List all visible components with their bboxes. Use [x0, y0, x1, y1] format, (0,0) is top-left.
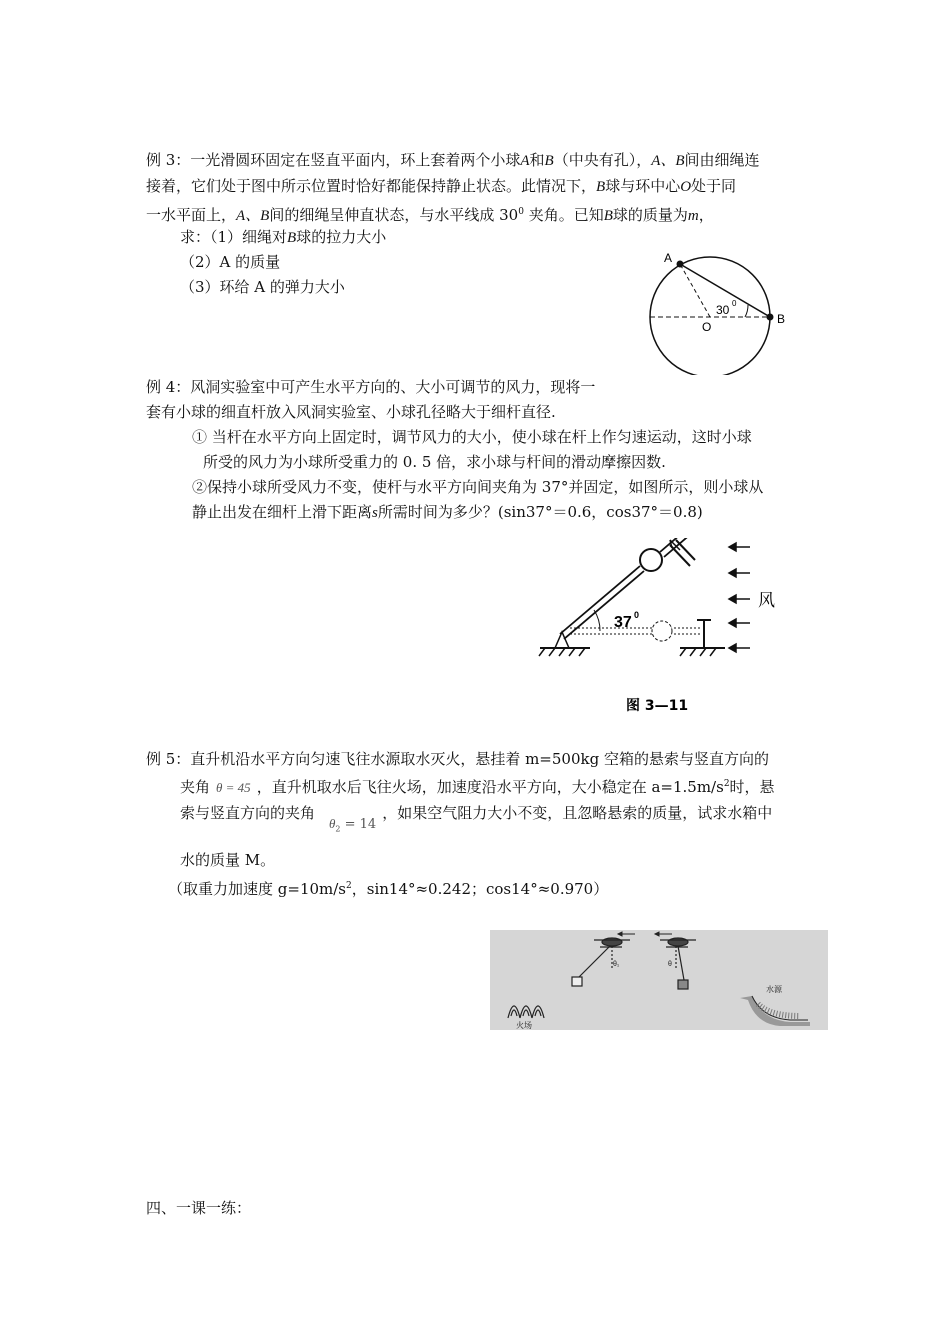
angle-label: 30 [716, 303, 730, 317]
ex4-line-2: 套有小球的细直杆放入风洞实验室、小球孔径略大于细杆直径. [146, 403, 556, 421]
ball-b [767, 314, 774, 321]
ex4-part-2a: ②保持小球所受风力不变，使杆与水平方向间夹角为 37°并固定，如图所示，则小球从 [192, 478, 764, 496]
ex3-question-3: （3）环给 A 的弹力大小 [180, 278, 345, 296]
fire-label: 火场 [516, 1021, 532, 1030]
angle-arc [745, 305, 748, 317]
ex5-line-5: （取重力加速度 $g=10m/s^2$，sin14°≈0.242；cos14°≈0.970） [168, 880, 609, 898]
ex4-part-1b: 所受的风力为小球所受重力的 0. 5 倍，求小球与杆间的滑动摩擦因数. [203, 453, 666, 471]
ex3-line-2: 接着，它们处于图中所示位置时恰好都能保持静止状态。此情况下，B球与环中心O处于同 [146, 177, 737, 195]
wind-arrows [729, 543, 750, 652]
ex4-line-1: 例 4：风洞实验室中可产生水平方向的、大小可调节的风力，现将一 [146, 378, 596, 396]
ex3-line-1: 例 3：一光滑圆环固定在竖直平面内，环上套着两个小球A和B（中央有孔），A、B间由细绳连 [146, 151, 760, 169]
ex5-line-3: 索与竖直方向的夹角$\theta_2 = 14$，如果空气阻力大小不变，且忽略悬索的质量，试求水箱中 [180, 803, 772, 830]
ex3-question-2: （2）A 的质量 [180, 253, 281, 271]
ex5-line-4: 水的质量 M。 [180, 851, 276, 869]
ex4-part-2b: 静止出发在细杆上滑下距离s所需时间为多少？(sin37°＝0.6，cos37°＝0.8) [192, 503, 703, 521]
pivot-support [555, 632, 569, 648]
ground-right [680, 648, 725, 656]
ball-horizontal [652, 621, 672, 641]
helicopter-diagram [490, 930, 828, 1030]
section-4-heading: 四、一课一练： [146, 1199, 252, 1217]
ex4-part-1a: ① 当杆在水平方向上固定时，调节风力的大小，使小球在杆上作匀速运动，这时小球 [192, 428, 752, 446]
theta-45: θ = 45 [216, 780, 251, 795]
figure-caption: 图 3—11 [626, 698, 689, 714]
ground-left [539, 648, 590, 656]
ex5-line-1: 例 5：直升机沿水平方向匀速飞往水源取水灭火，悬挂着 m=500kg 空箱的悬索与竖直方向的 [146, 750, 769, 768]
label-a: A [664, 251, 673, 265]
angle-37-label: 37 [614, 614, 632, 631]
wind-label: 风 [758, 591, 775, 611]
theta-2-14: $\theta_2 = 14$ [329, 816, 377, 834]
ex3-line-3: 一水平面上，A、B间的细绳呈伸直状态，与水平线成 $30^0$ 夹角。已知B球的质量为m， [146, 206, 714, 224]
ball-on-rod [640, 549, 662, 571]
label-b: B [777, 312, 786, 326]
water-label: 水源 [766, 985, 782, 994]
ex5-line-2: 夹角 θ = 45 ，直升机取水后飞往火场，加速度沿水平方向，大小稳定在 $a=1.5m/s^2$时，悬 [180, 778, 775, 796]
angle-37-degree: 0 [634, 610, 640, 620]
angle-degree: 0 [732, 299, 737, 308]
ex3-question-1: 求：（1）细绳对B球的拉力大小 [180, 228, 387, 246]
ball-a [677, 261, 684, 268]
label-o: O [702, 320, 712, 334]
theta2-label: θ [668, 961, 672, 968]
ring-diagram [640, 245, 800, 375]
clamp-upper [670, 545, 690, 566]
wind-tunnel-diagram [530, 538, 810, 718]
radius-to-a [680, 264, 710, 317]
theta1-label: θ₁ [613, 961, 620, 968]
